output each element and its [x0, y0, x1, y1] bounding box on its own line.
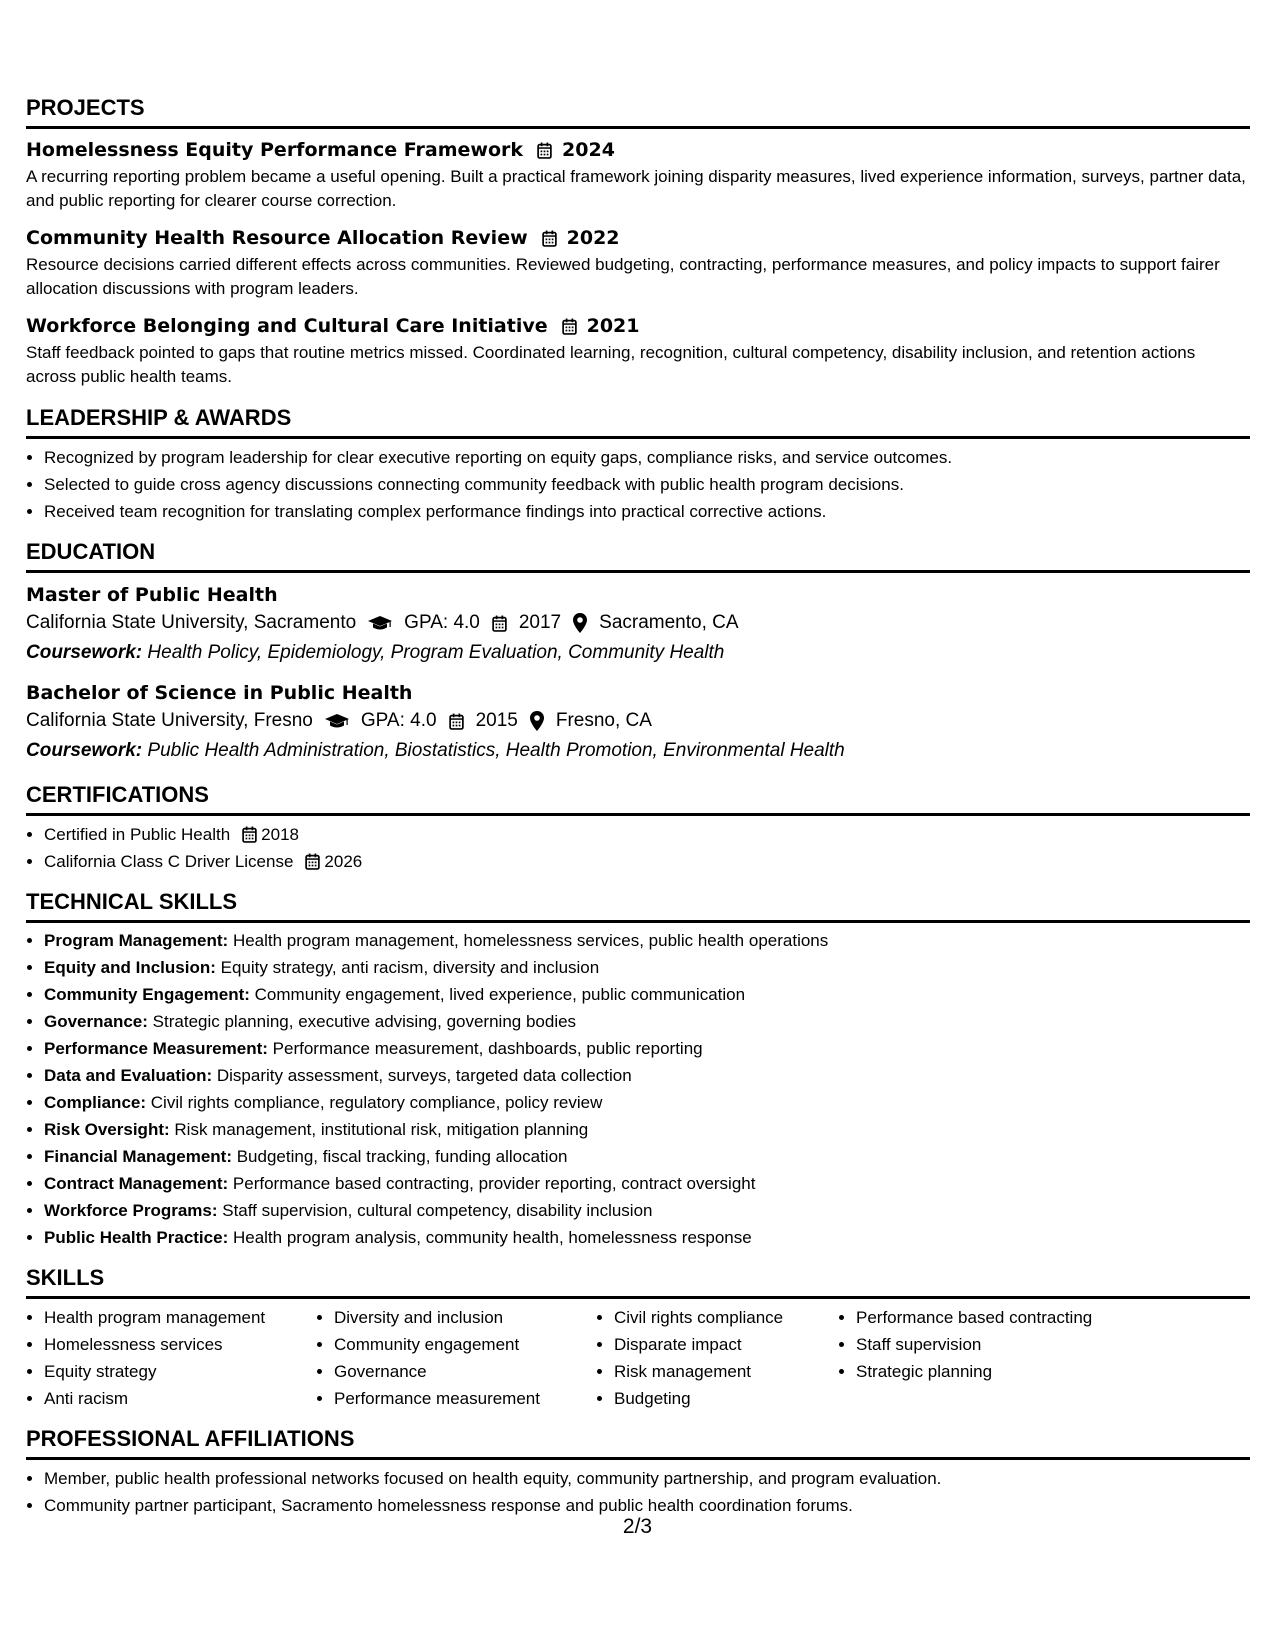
list-item: • Strategic planning — [856, 1358, 1156, 1385]
school-location: Fresno, CA — [555, 710, 652, 731]
skills-column — [316, 1304, 596, 1412]
certification-year: 2018 — [261, 825, 299, 844]
skills-column — [596, 1304, 838, 1412]
list-item: • Homelessness services — [44, 1331, 316, 1358]
list-item: • Community partner participant, Sacramento homelessness response and public health coordination forums. — [44, 1492, 1250, 1519]
school-name: California State University, Sacramento — [26, 612, 357, 633]
list-item — [44, 1089, 1250, 1116]
list-item: • Equity strategy — [44, 1358, 316, 1385]
certifications-section — [26, 782, 1250, 875]
skill-detail: Strategic planning, executive advising, governing bodies — [152, 1012, 577, 1031]
affiliations-list — [26, 1465, 1250, 1519]
technical-skills-section — [26, 889, 1250, 1251]
list-item — [44, 1116, 1250, 1143]
graduation-cap-icon — [325, 713, 349, 729]
project-description: Resource decisions carried different effects across communities. Reviewed budgeting, contracting, performance measures, and policy impacts to support fairer allocation discussions with program leaders. — [26, 255, 1220, 298]
list-item — [44, 848, 1250, 875]
list-item: • Disparate impact — [614, 1331, 838, 1358]
section-title-skills: SKILLS — [26, 1265, 1250, 1299]
skill-category: Community Engagement: — [44, 985, 250, 1004]
certification-year: 2026 — [324, 852, 363, 871]
calendar-icon — [449, 713, 464, 730]
skills-column — [26, 1304, 316, 1412]
school-name: California State University, Fresno — [26, 710, 313, 731]
list-item: • Governance — [334, 1358, 596, 1385]
skill-detail: Risk management, institutional risk, mitigation planning — [174, 1120, 589, 1139]
education-item — [26, 582, 1250, 668]
list-item — [44, 1170, 1250, 1197]
graduation-cap-icon — [368, 615, 392, 631]
map-pin-icon — [573, 613, 587, 633]
skill-category: Risk Oversight: — [44, 1120, 170, 1139]
calendar-icon — [537, 142, 552, 159]
list-item: • Staff supervision — [856, 1331, 1156, 1358]
calendar-icon — [305, 853, 320, 870]
project-year: 2022 — [566, 227, 620, 249]
projects-section — [26, 95, 1250, 389]
list-item — [44, 1143, 1250, 1170]
skills-column — [838, 1304, 1156, 1412]
list-item: • Member, public health professional networks focused on health equity, community partnership, and program evaluation. — [44, 1465, 1250, 1492]
skill-detail: Community engagement, lived experience, public communication — [254, 985, 746, 1004]
graduation-year: 2017 — [518, 612, 562, 633]
project-description: Staff feedback pointed to gaps that routine metrics missed. Coordinated learning, recognition, cultural competency, disability inclusion, and retention actions across public health teams. — [26, 343, 1196, 386]
section-title-leadership: LEADERSHIP & AWARDS — [26, 405, 1250, 439]
coursework — [26, 736, 1250, 766]
skill-detail: Performance based contracting, provider reporting, contract oversight — [232, 1174, 756, 1193]
list-item: • Recognized by program leadership for clear executive reporting on equity gaps, compliance risks, and service outcomes. — [44, 444, 1250, 471]
list-item: • Received team recognition for translating complex performance findings into practical corrective actions. — [44, 498, 1250, 525]
coursework-list: Health Policy, Epidemiology, Program Evaluation, Community Health — [147, 642, 725, 663]
certifications-list — [26, 821, 1250, 875]
section-title-projects: PROJECTS — [26, 95, 1250, 129]
school-location: Sacramento, CA — [599, 612, 739, 633]
section-title-certifications: CERTIFICATIONS — [26, 782, 1250, 816]
degree-name: Bachelor of Science in Public Health — [26, 682, 413, 704]
list-item — [44, 821, 1250, 848]
list-item: • Performance measurement — [334, 1385, 596, 1412]
skill-category: Contract Management: — [44, 1174, 229, 1193]
skill-category: Workforce Programs: — [44, 1201, 218, 1220]
list-item — [44, 1224, 1250, 1251]
graduation-year: 2015 — [475, 710, 518, 731]
list-item: • Civil rights compliance — [614, 1304, 838, 1331]
list-item: • Selected to guide cross agency discussions connecting community feedback with public health program decisions. — [44, 471, 1250, 498]
section-title-education: EDUCATION — [26, 539, 1250, 573]
skill-category: Data and Evaluation: — [44, 1066, 213, 1085]
certification-name: • Certified in Public Health — [44, 825, 231, 844]
project-description: A recurring reporting problem became a useful opening. Built a practical framework joining disparity measures, lived experience information, surveys, partner data, and public reporting for clearer course correction. — [26, 167, 1246, 210]
calendar-icon — [542, 230, 557, 247]
list-item — [44, 981, 1250, 1008]
resume-page — [26, 95, 1250, 1519]
gpa: GPA: 4.0 — [404, 612, 480, 633]
degree-name: Master of Public Health — [26, 584, 278, 606]
list-item — [44, 1035, 1250, 1062]
list-item — [44, 954, 1250, 981]
leadership-list — [26, 444, 1250, 525]
skill-category: Equity and Inclusion: — [44, 958, 216, 977]
coursework — [26, 638, 1250, 668]
project-item — [26, 225, 1250, 301]
list-item — [44, 927, 1250, 954]
skill-category: Program Management: — [44, 931, 229, 950]
list-item: • Anti racism — [44, 1385, 316, 1412]
skill-detail: Budgeting, fiscal tracking, funding allocation — [236, 1147, 568, 1166]
skill-category: Performance Measurement: — [44, 1039, 268, 1058]
gpa: GPA: 4.0 — [360, 710, 437, 731]
section-title-technical-skills: TECHNICAL SKILLS — [26, 889, 1250, 923]
skill-category: Governance: — [44, 1012, 148, 1031]
skills-section — [26, 1265, 1250, 1412]
skill-detail: Health program analysis, community health, homelessness response — [232, 1228, 752, 1247]
skill-detail: Equity strategy, anti racism, diversity and inclusion — [220, 958, 600, 977]
certification-name: • California Class C Driver License — [44, 852, 294, 871]
skill-category: Public Health Practice: — [44, 1228, 229, 1247]
list-item — [44, 1062, 1250, 1089]
skills-grid — [26, 1304, 1250, 1412]
project-item — [26, 313, 1250, 389]
calendar-icon — [492, 615, 507, 632]
skill-detail: Staff supervision, cultural competency, disability inclusion — [222, 1201, 653, 1220]
technical-skills-list — [26, 927, 1250, 1251]
project-item — [26, 137, 1250, 213]
project-year: 2024 — [562, 139, 615, 161]
map-pin-icon — [530, 711, 544, 731]
project-name: Workforce Belonging and Cultural Care Initiative — [26, 315, 548, 337]
education-section — [26, 539, 1250, 766]
list-item: • Health program management — [44, 1304, 316, 1331]
list-item: • Budgeting — [614, 1385, 838, 1412]
project-name: Homelessness Equity Performance Framework — [26, 139, 524, 161]
list-item: • Community engagement — [334, 1331, 596, 1358]
list-item: • Diversity and inclusion — [334, 1304, 596, 1331]
leadership-section — [26, 405, 1250, 525]
list-item — [44, 1008, 1250, 1035]
project-year: 2021 — [586, 315, 640, 337]
skill-detail: Disparity assessment, surveys, targeted data collection — [216, 1066, 632, 1085]
list-item: • Risk management — [614, 1358, 838, 1385]
coursework-label: Coursework: — [26, 740, 143, 761]
coursework-list: Public Health Administration, Biostatistics, Health Promotion, Environmental Health — [147, 740, 845, 761]
section-title-affiliations: PROFESSIONAL AFFILIATIONS — [26, 1426, 1250, 1460]
skill-detail: Civil rights compliance, regulatory compliance, policy review — [150, 1093, 603, 1112]
skill-category: Compliance: — [44, 1093, 147, 1112]
page-number: 2/3 — [622, 1515, 653, 1538]
coursework-label: Coursework: — [26, 642, 143, 663]
list-item — [44, 1197, 1250, 1224]
skill-detail: Health program management, homelessness services, public health operations — [232, 931, 829, 950]
affiliations-section — [26, 1426, 1250, 1519]
education-item — [26, 680, 1250, 766]
calendar-icon — [562, 318, 577, 335]
skill-detail: Performance measurement, dashboards, public reporting — [272, 1039, 703, 1058]
skill-category: Financial Management: — [44, 1147, 232, 1166]
list-item: • Performance based contracting — [856, 1304, 1156, 1331]
calendar-icon — [242, 826, 257, 843]
project-name: Community Health Resource Allocation Review — [26, 227, 528, 249]
